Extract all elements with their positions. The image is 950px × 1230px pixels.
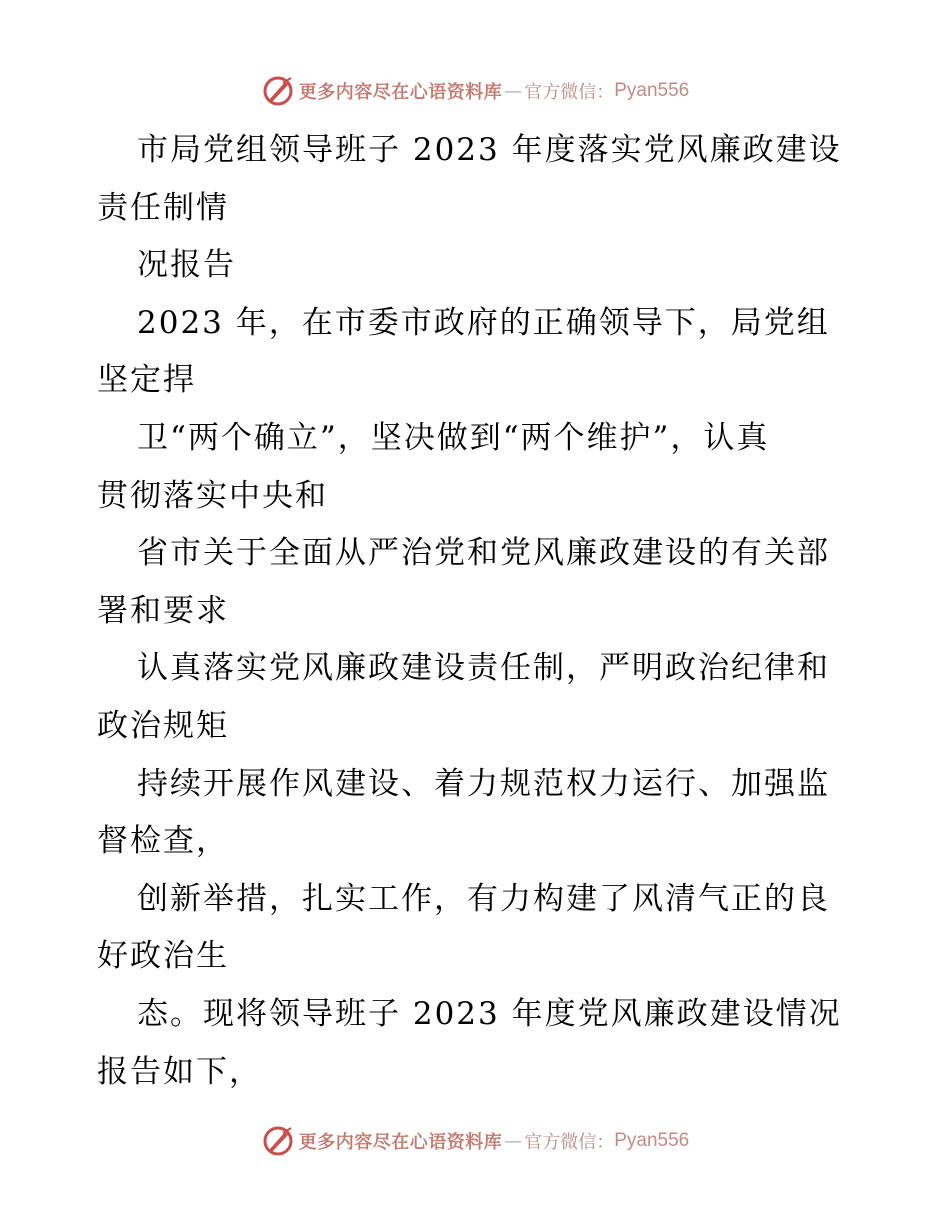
banner-main-text: 更多内容尽在心语资料库 [298, 1132, 503, 1153]
banner-wechat-label: 官方微信： [524, 1132, 615, 1153]
text-line: 督检查， [97, 823, 229, 860]
text-line: 创新举措，扎实工作，有力构建了风清气正的良 [137, 880, 830, 917]
text-line: 贯彻落实中央和 [97, 477, 328, 514]
document-body [97, 122, 857, 1101]
text-line: 报告如下， [97, 1053, 262, 1090]
text-line: 市局党组领导班子 2023 年度落实党风廉政建设 [137, 132, 842, 168]
text-line: 责任制情 [97, 189, 229, 226]
banner-dash: — [504, 80, 523, 102]
quill-logo-icon [261, 74, 295, 108]
text-line: 卫“两个确立”，坚决做到“两个维护”，认真 [137, 419, 770, 456]
footer-watermark-banner [0, 1121, 950, 1161]
banner-wechat-label: 官方微信： [524, 82, 615, 103]
banner-dash: — [504, 1130, 523, 1152]
quill-logo-icon [261, 1124, 295, 1158]
text-line: 持续开展作风建设、着力规范权力运行、加强监 [137, 765, 830, 802]
banner-wechat-id: Pyan556 [614, 1130, 690, 1151]
text-line: 署和要求 [97, 592, 229, 629]
text-line: 态。现将领导班子 2023 年度党风廉政建设情况 [137, 995, 842, 1032]
text-line: 2023 年，在市委市政府的正确领导下，局党组 [137, 304, 830, 341]
banner-main-text: 更多内容尽在心语资料库 [298, 82, 503, 103]
text-line: 省市关于全面从严治党和党风廉政建设的有关部 [137, 535, 830, 572]
banner-wechat-id: Pyan556 [614, 80, 690, 101]
text-line: 认真落实党风廉政建设责任制，严明政治纪律和 [137, 650, 830, 687]
text-line: 好政治生 [97, 938, 229, 975]
text-line: 况报告 [137, 247, 236, 284]
text-line: 政治规矩 [97, 707, 229, 744]
header-watermark-banner [0, 71, 950, 111]
text-line: 坚定捍 [97, 362, 196, 399]
